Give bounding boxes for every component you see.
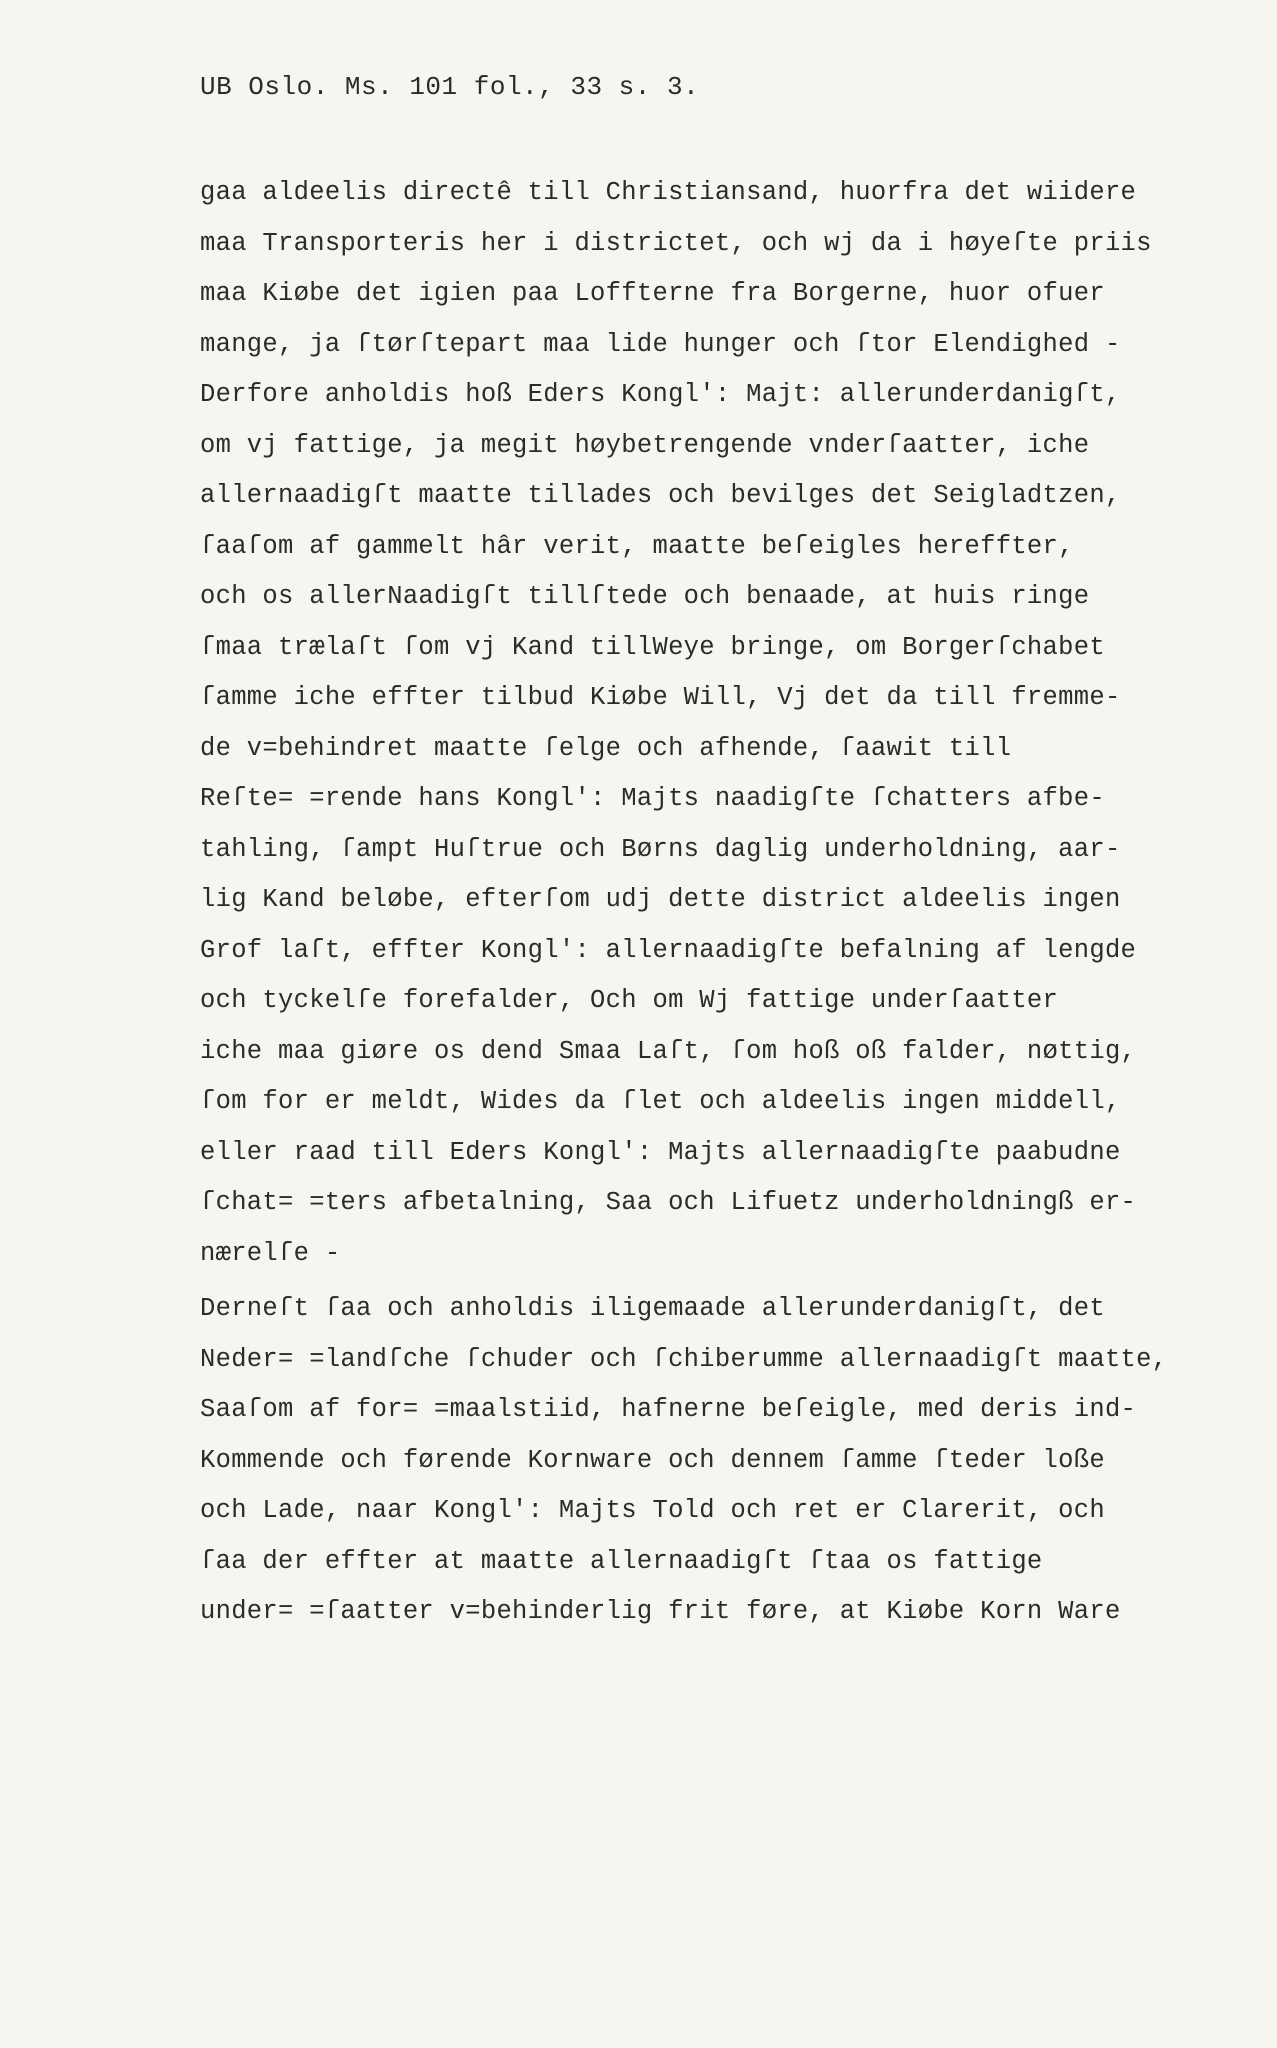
- text-line: Derfore anholdis hoß Eders Kongl': Majt: allerunderdanigſt,: [200, 380, 1121, 409]
- text-line: ſchat= =ters afbetalning, Saa och Lifuetz underholdningß er-: [200, 1188, 1137, 1217]
- text-line: eller raad till Eders Kongl': Majts allernaadigſte paabudne: [200, 1137, 1121, 1167]
- text-line: Reſte= =rende hans Kongl': Majts naadigſte ſchatters afbe-: [200, 784, 1105, 813]
- text-line: de v=behindret maatte ſelge och afhende, ſaawit till: [200, 733, 1012, 763]
- text-line: allernaadigſt maatte tillades och bevilges det Seigladtzen,: [200, 481, 1121, 510]
- text-line: Neder= =landſche ſchuder och ſchiberumme allernaadigſt maatte,: [200, 1344, 1168, 1374]
- text-line: tahling, ſampt Huſtrue och Børns daglig underholdning, aar-: [200, 834, 1121, 864]
- text-line: och Lade, naar Kongl': Majts Told och ret er Clarerit, och: [200, 1496, 1105, 1525]
- text-line: Kommende och førende Kornware och dennem ſamme ſteder loße: [200, 1445, 1105, 1475]
- text-line: Saaſom af for= =maalstiid, hafnerne beſeigle, med deris ind-: [200, 1395, 1137, 1424]
- page-header: UB Oslo. Ms. 101 fol., 33 s. 3.: [200, 72, 700, 102]
- text-line: mange, ja ſtørſtepart maa lide hunger och ſtor Elendighed -: [200, 329, 1121, 359]
- text-line: ſom for er meldt, Wides da ſlet och aldeelis ingen middell,: [200, 1087, 1121, 1116]
- text-line: ſaaſom af gammelt hâr verit, maatte beſeigles hereffter,: [200, 531, 1074, 561]
- text-line: ſmaa trælaſt ſom vj Kand tillWeye bringe, om Borgerſchabet: [200, 632, 1105, 662]
- text-line: Derneſt ſaa och anholdis iligemaade allerunderdanigſt, det: [200, 1294, 1105, 1323]
- text-line: och tyckelſe forefalder, Och om Wj fattige underſaatter: [200, 986, 1059, 1015]
- text-line: ſaa der effter at maatte allernaadigſt ſtaa os fattige: [200, 1546, 1043, 1576]
- text-line: gaa aldeelis directê till Christiansand, huorfra det wiidere: [200, 178, 1137, 207]
- text-line: och os allerNaadigſt tillſtede och benaade, at huis ringe: [200, 582, 1090, 611]
- text-line: nærelſe -: [200, 1238, 341, 1268]
- paragraph-1: [200, 168, 1200, 1279]
- paragraph-2: [200, 1284, 1200, 1638]
- text-line: ſamme iche effter tilbud Kiøbe Will, Vj det da till fremme-: [200, 683, 1121, 712]
- text-line: iche maa giøre os dend Smaa Laſt, ſom hoß oß falder, nøttig,: [200, 1036, 1137, 1066]
- text-line: under= =ſaatter v=behinderlig frit føre, at Kiøbe Korn Ware: [200, 1597, 1121, 1626]
- text-line: Grof laſt, effter Kongl': allernaadigſte befalning af lengde: [200, 935, 1137, 965]
- text-line: lig Kand beløbe, efterſom udj dette district aldeelis ingen: [200, 885, 1121, 914]
- text-line: om vj fattige, ja megit høybetrengende vnderſaatter, iche: [200, 430, 1090, 460]
- text-line: maa Transporteris her i districtet, och wj da i høyeſte priis: [200, 228, 1152, 258]
- text-line: maa Kiøbe det igien paa Loffterne fra Borgerne, huor ofuer: [200, 279, 1105, 308]
